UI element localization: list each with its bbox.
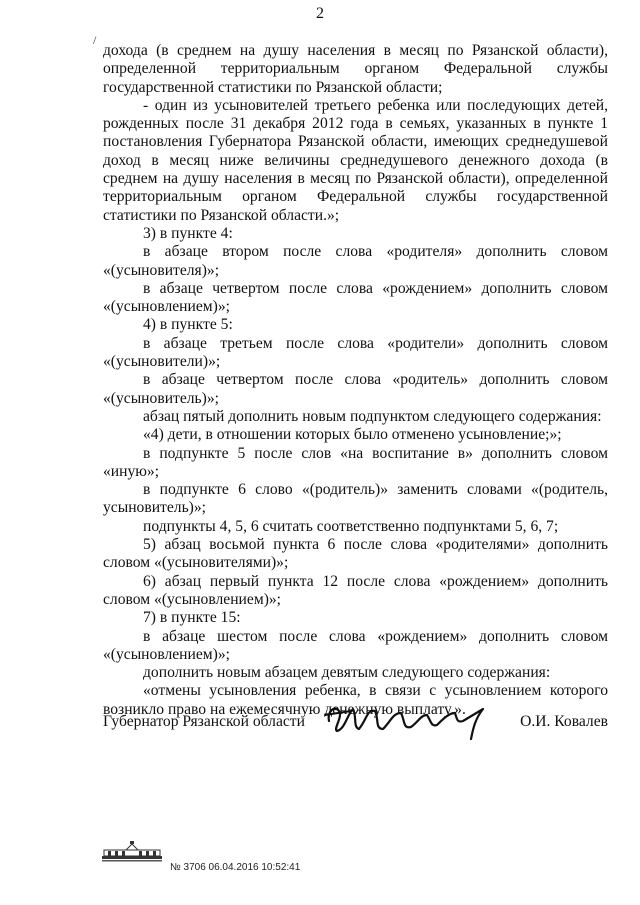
signatory-name: О.И. Ковалев — [520, 713, 608, 730]
signatory-position: Губернатор Рязанской области — [103, 713, 305, 730]
paragraph: в абзаце четвертом после слова «родитель» дополнить словом «(усыновитель)»; — [103, 371, 608, 407]
handwritten-signature — [323, 699, 503, 741]
page-number: 2 — [316, 5, 324, 22]
margin-mark: / — [93, 33, 97, 47]
paragraph: «отмены усыновления ребенка, в связи с усыновлением которого возникло право на ежемесячную денежную выплату.». — [103, 682, 608, 718]
paragraph: 4) в пункте 5: — [143, 316, 233, 334]
paragraph: «4) дети, в отношении которых было отменено усыновление;»; — [143, 426, 562, 444]
paragraph: 5) абзац восьмой пункта 6 после слова «родителями» дополнить словом «(усыновителями)»; — [103, 536, 608, 572]
paragraph: в абзаце четвертом после слова «рождением» дополнить словом «(усыновлением)»; — [103, 279, 608, 316]
paragraph: в абзаце третьем после слова «родители» дополнить словом «(усыновители)»; — [103, 334, 608, 371]
paragraph: дополнить новым абзацем девятым следующего содержания: — [143, 664, 551, 682]
paragraph: 6) абзац первый пункта 12 после слова «рождением» дополнить словом «(усыновлением)»; — [103, 572, 608, 608]
paragraph: в подпункте 6 слово «(родитель)» заменить словами «(родитель, усыновитель)»; — [103, 481, 608, 517]
paragraph: в абзаце шестом после слова «рождением» дополнить словом «(усыновлением)»; — [103, 627, 608, 663]
paragraph: в абзаце втором после слова «родителя» дополнить словом «(усыновителя)»; — [103, 243, 608, 279]
building-logo-icon — [100, 840, 164, 862]
paragraph: 3) в пункте 4: — [143, 224, 233, 242]
paragraph: 7) в пункте 15: — [143, 609, 241, 627]
document-body — [103, 42, 608, 719]
paragraph: - один из усыновителей третьего ребенка или последующих детей, рожденных после 31 декабря 2012 года в семьях, указанных в пункте 1 постановления Губернатора Рязанской области, имеющих среднедушевой доход в месяц ниже величины среднедушевого денежного дохода (в среднем на душу населения в месяц по Рязанской области), определенной территориальным органом Федеральной службы государственной статистики по Рязанской области.»; — [103, 96, 608, 224]
registration-stamp: № 3706 06.04.2016 10:52:41 — [170, 862, 301, 873]
paragraph: в подпункте 5 после слов «на воспитание в» дополнить словом «иную»; — [103, 444, 608, 480]
paragraph: абзац пятый дополнить новым подпунктом следующего содержания: — [143, 407, 602, 425]
paragraph: подпункты 4, 5, 6 считать соответственно подпунктами 5, 6, 7; — [143, 517, 559, 535]
paragraph: дохода (в среднем на душу населения в месяц по Рязанской области), определенной территориальным органом Федеральной службы государственной статистики по Рязанской области; — [103, 42, 608, 96]
